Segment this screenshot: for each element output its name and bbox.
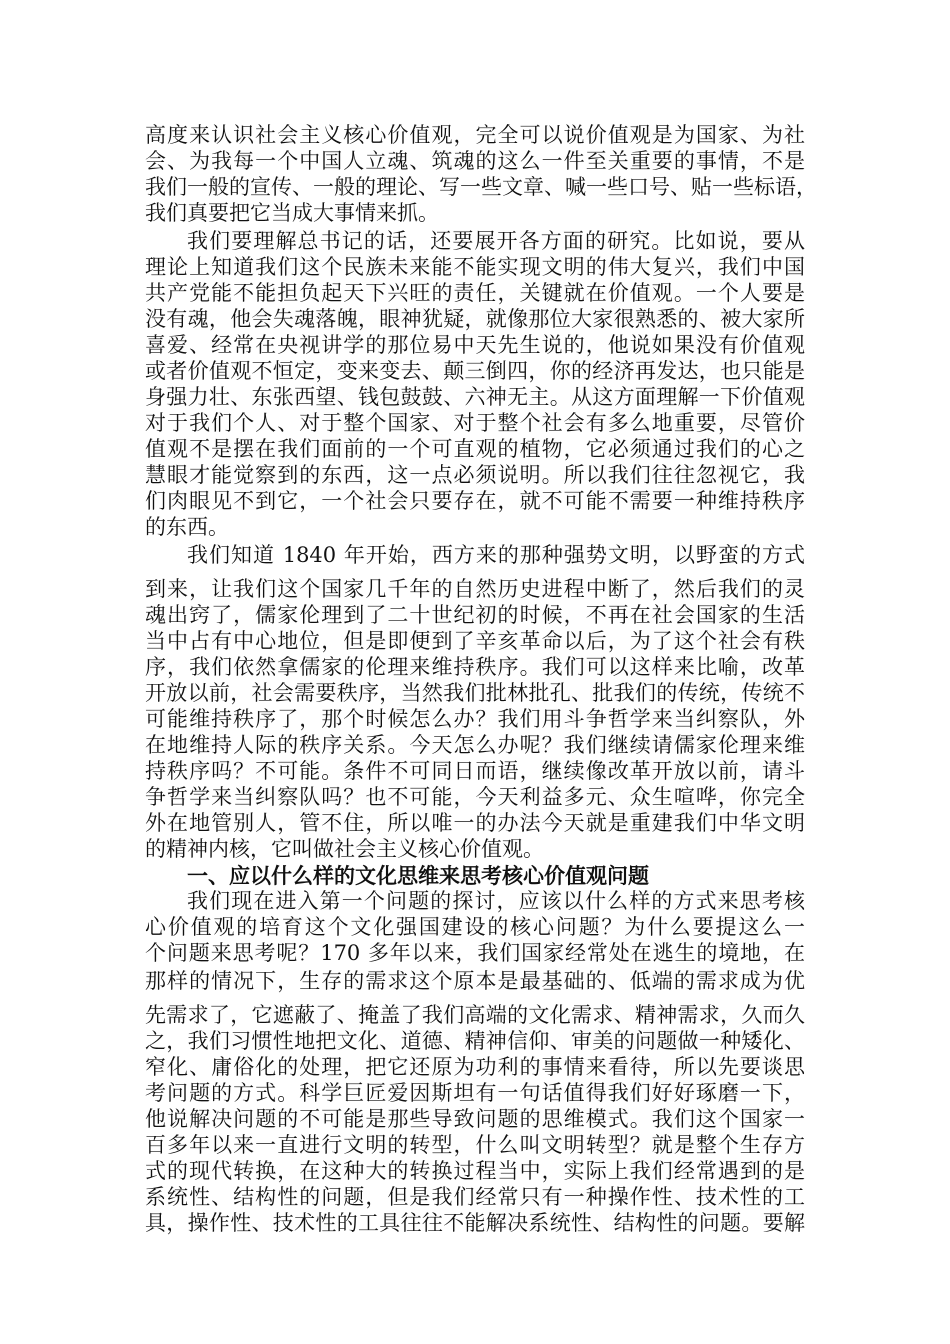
text-line: 没有魂，他会失魂落魄，眼神犹疑，就像那位大家很熟悉的、被大家所 [145,307,805,331]
text-line: 喜爱、经常在央视讲学的那位易中天先生说的，他说如果没有价值观 [145,333,805,357]
text-line: 当中占有中心地位，但是即便到了辛亥革命以后，为了这个社会有秩 [145,629,805,653]
text-line: 窄化、庸俗化的处理，把它还原为功利的事情来看待，所以先要谈思 [145,1055,805,1079]
text-line: 之，我们习惯性地把文化、道德、精神信仰、审美的问题做一种矮化、 [145,1029,805,1053]
text-line: 个问题来思考呢？170 多年以来，我们国家经常处在逃生的境地，在 [145,941,805,965]
text-line: 百多年以来一直进行文明的转型，什么叫文明转型？就是整个生存方 [145,1133,805,1157]
text-line: 或者价值观不恒定，变来变去、颠三倒四，你的经济再发达，也只能是 [145,359,805,383]
text-line: 会、为我每一个中国人立魂、筑魂的这么一件至关重要的事情，不是 [145,149,805,173]
text-line: 序，我们依然拿儒家的伦理来维持秩序。我们可以这样来比喻，改革 [145,655,805,679]
text-line: 开放以前，社会需要秩序，当然我们批林批孔、批我们的传统，传统不 [145,681,805,705]
text-line: 魂出窍了，儒家伦理到了二十世纪初的时候，不再在社会国家的生活 [145,603,805,627]
text-line: 我们知道 1840 年开始，西方来的那种强势文明，以野蛮的方式 [187,543,805,567]
text-line: 共产党能不能担负起天下兴旺的责任，关键就在价值观。一个人要是 [145,281,805,305]
text-line: 我们现在进入第一个问题的探讨，应该以什么样的方式来思考核 [187,889,805,913]
text-line: 可能维持秩序了，那个时候怎么办？我们用斗争哲学来当纠察队，外 [145,707,805,731]
text-line: 系统性、结构性的问题，但是我们经常只有一种操作性、技术性的工 [145,1185,805,1209]
text-line: 他说解决问题的不可能是那些导致问题的思维模式。我们这个国家一 [145,1107,805,1131]
text-line: 身强力壮、东张西望、钱包鼓鼓、六神无主。从这方面理解一下价值观 [145,385,805,409]
text-line: 值观不是摆在我们面前的一个可直观的植物，它必须通过我们的心之 [145,437,805,461]
text-line: 我们一般的宣传、一般的理论、写一些文章、喊一些口号、贴一些标语， [145,175,817,199]
text-line: 理论上知道我们这个民族未来能不能实现文明的伟大复兴，我们中国 [145,255,805,279]
text-line: 考问题的方式。科学巨匠爱因斯坦有一句话值得我们好好琢磨一下， [145,1081,805,1105]
text-line: 心价值观的培育这个文化强国建设的核心问题？为什么要提这么一 [145,915,805,939]
text-line: 我们真要把它当成大事情来抓。 [145,201,439,225]
text-line: 具，操作性、技术性的工具往往不能解决系统性、结构性的问题。要解 [145,1211,805,1235]
section-heading: 一、应以什么样的文化思维来思考核心价值观问题 [187,863,649,888]
text-line: 我们要理解总书记的话，还要展开各方面的研究。比如说，要从 [187,229,805,253]
text-line: 持秩序吗？不可能。条件不可同日而语，继续像改革开放以前，请斗 [145,759,805,783]
text-line: 外在地管别人，管不住，所以唯一的办法今天就是重建我们中华文明 [145,811,805,835]
text-line: 式的现代转换，在这种大的转换过程当中，实际上我们经常遇到的是 [145,1159,805,1183]
text-line: 争哲学来当纠察队吗？也不可能，今天利益多元、众生喧哗，你完全 [145,785,805,809]
text-line: 在地维持人际的秩序关系。今天怎么办呢？我们继续请儒家伦理来维 [145,733,805,757]
text-line: 的精神内核，它叫做社会主义核心价值观。 [145,837,544,861]
text-line: 们肉眼见不到它，一个社会只要存在，就不可能不需要一种维持秩序 [145,489,805,513]
text-line: 高度来认识社会主义核心价值观，完全可以说价值观是为国家、为社 [145,123,805,147]
text-line: 对于我们个人、对于整个国家、对于整个社会有多么地重要，尽管价 [145,411,805,435]
text-line: 到来，让我们这个国家几千年的自然历史进程中断了，然后我们的灵 [145,577,805,601]
text-line: 先需求了，它遮蔽了、掩盖了我们高端的文化需求、精神需求，久而久 [145,1003,805,1027]
text-line: 慧眼才能觉察到的东西，这一点必须说明。所以我们往往忽视它，我 [145,463,805,487]
text-line: 那样的情况下，生存的需求这个原本是最基础的、低端的需求成为优 [145,969,805,993]
text-line: 的东西。 [145,515,229,539]
